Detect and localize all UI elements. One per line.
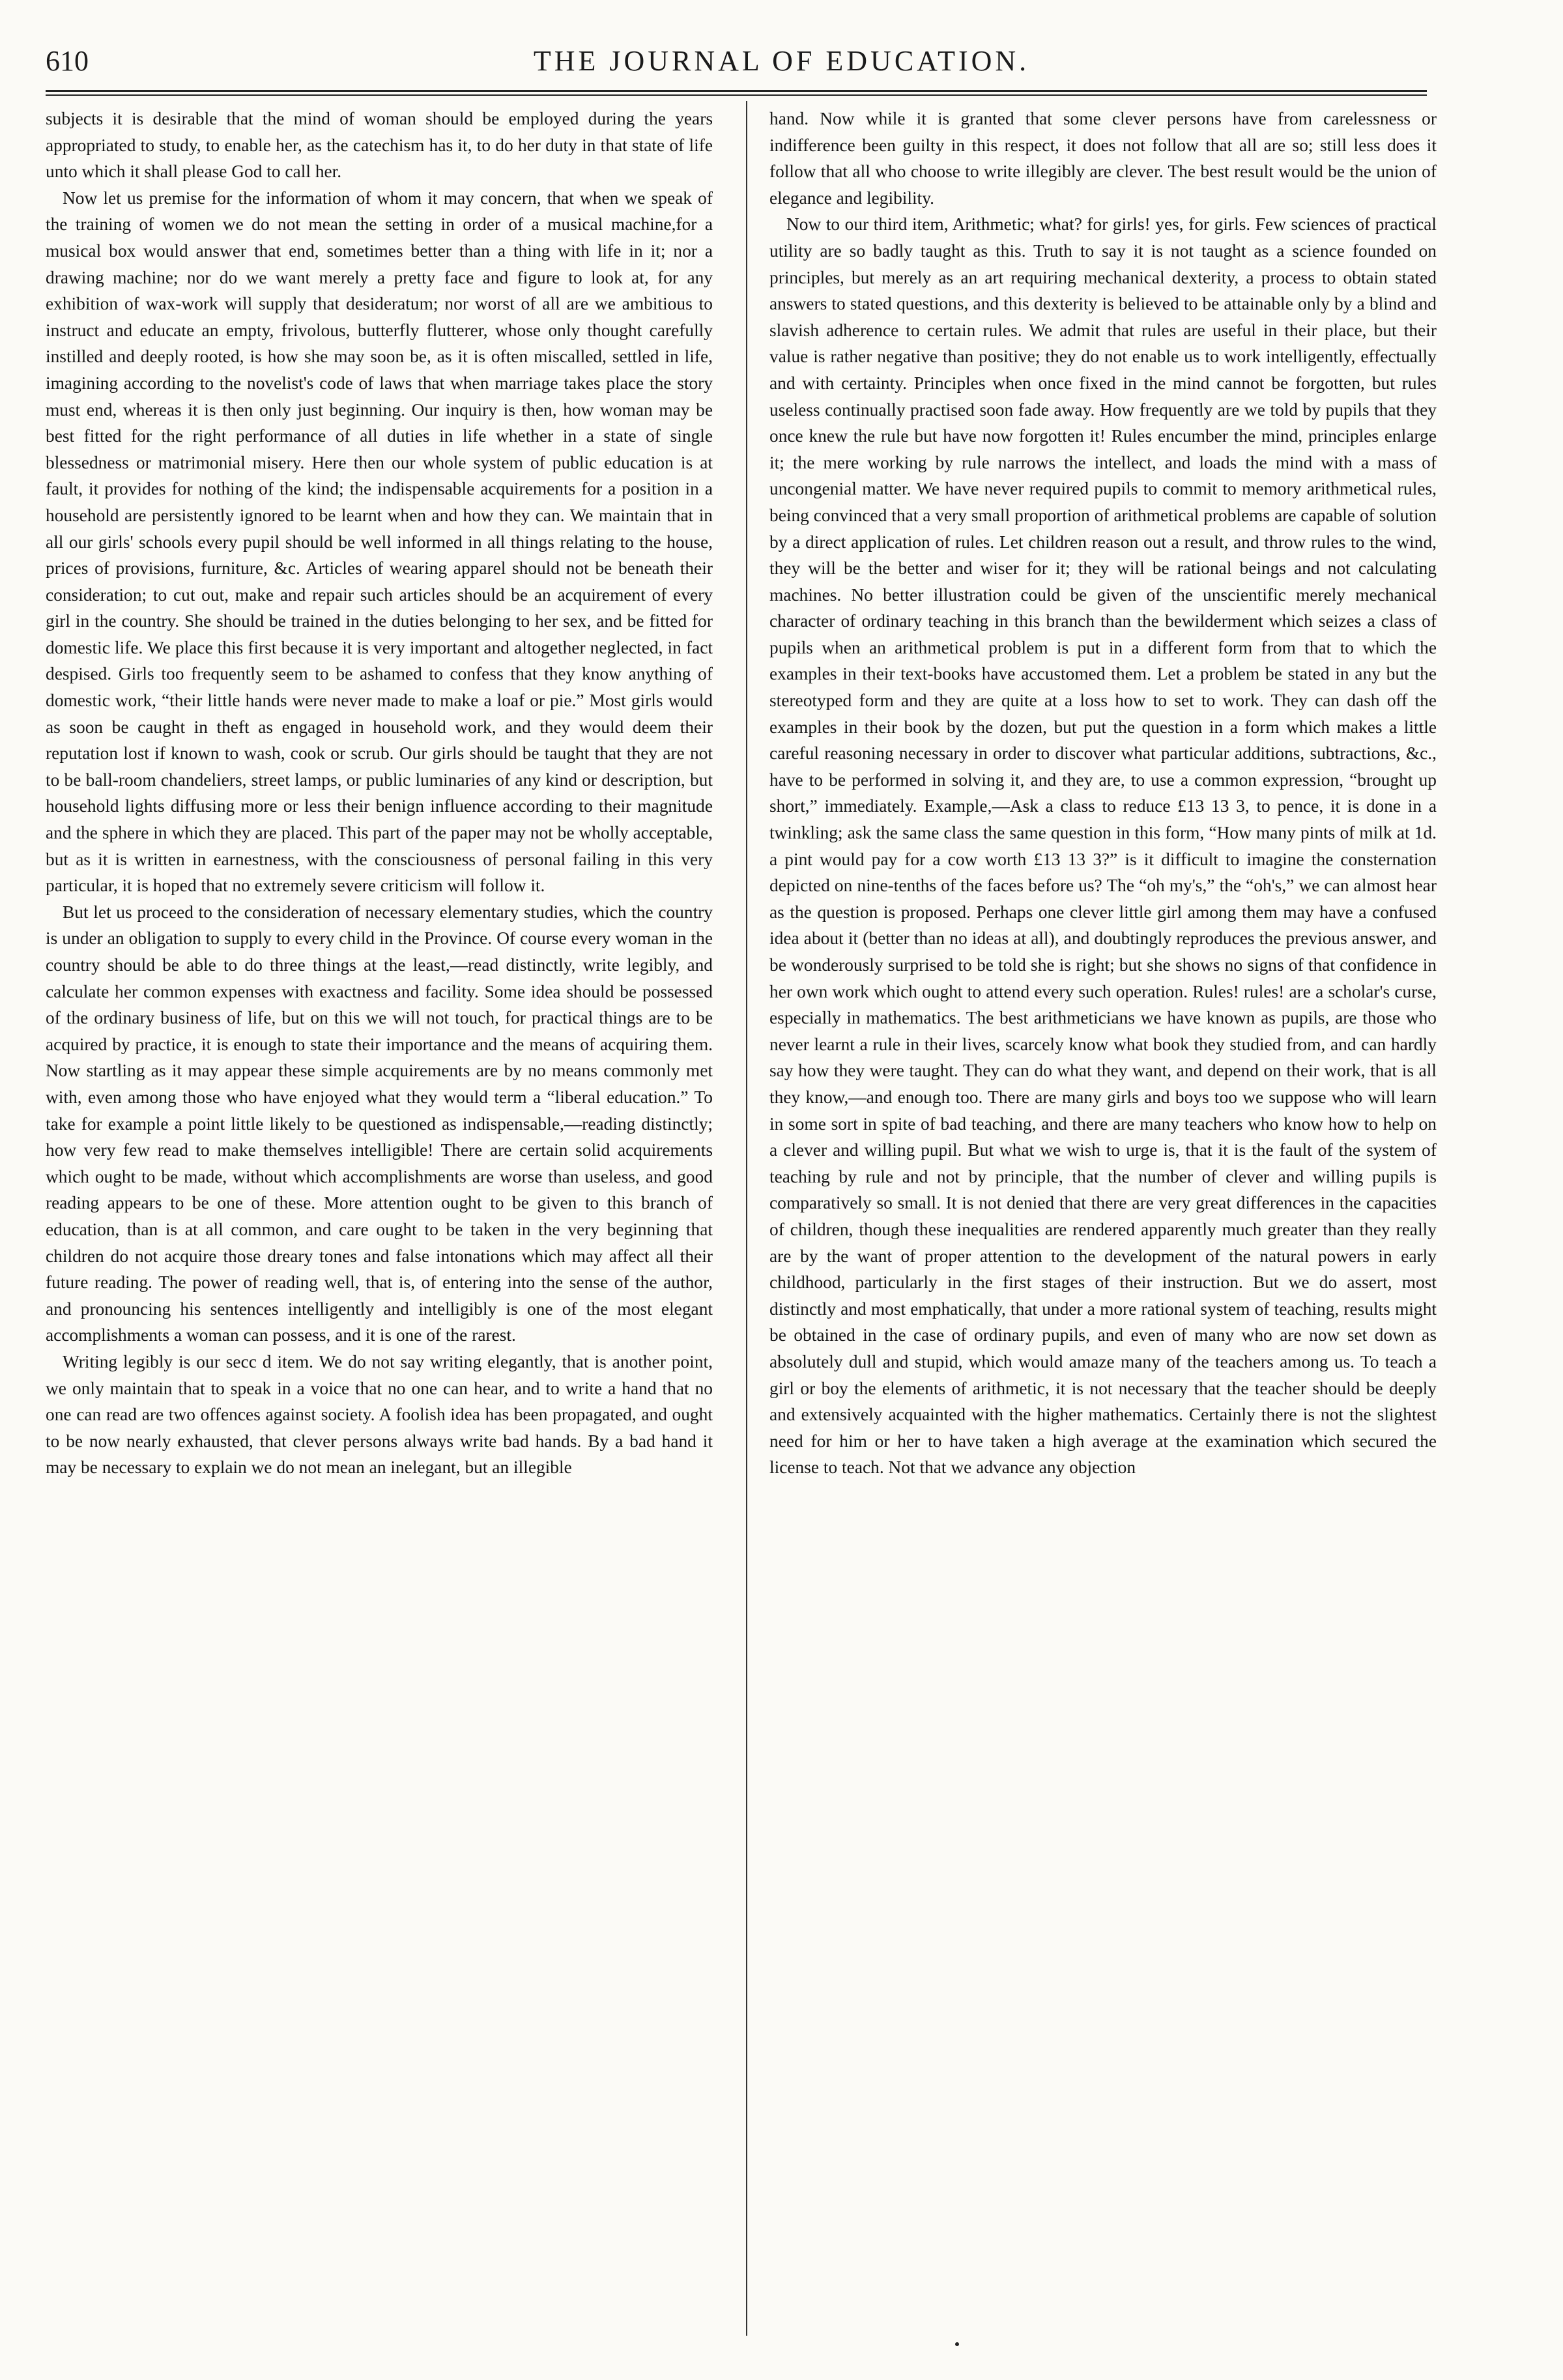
paragraph: Now let us premise for the information of whom it may concern, that when we speak of the training of women we do not mean the setting in order of a musical machine,for a musical box would answer that end, sometimes better than a thing with life in it; nor a drawing machine; nor do we want merely a pretty face and figure to look at, for any exhibition of wax-work will supply that desideratum; nor worst of all are we ambitious to instruct and educate an empty, frivolous, butterfly flutterer, whose only thought carefully instilled and deeply rooted, is how she may soon be, as it is often miscalled, settled in life, imagining according to the novelist's code of laws that when marriage takes place the story must end, whereas it is then only just beginning. Our inquiry is then, how woman may be best fitted for the right performance of all duties in life whether in a state of single blessedness or matrimonial misery. Here then our whole system of public education is at fault, it provides for nothing of the kind; the indispensable acquirements for a position in a household are persistently ignored to be learnt when and how they can. We maintain that in all our girls' schools every pupil should be well informed in all things relating to the house, prices of provisions, furniture, &c. Articles of wearing apparel should not be beneath their consideration; to cut out, make and repair such articles should be an acquirement of every girl in the country. She should be trained in the duties belonging to her sex, and be fitted for domestic life. We place this first because it is very important and altogether neglected, in fact despised. Girls too frequently seem to be ashamed to confess that they know anything of domestic work, “their little hands were never made to make a loaf or pie.” Most girls would as soon be caught in theft as engaged in household work, and they would deem their reputation lost if known to wash, cook or scrub. Our girls should be taught that they are not to be ball-room chandeliers, street lamps, or public luminaries of any kind or description, but household lights diffusing more or less their benign influence according to their magnitude and the sphere in which they are placed. This part of the paper may not be wholly acceptable, but as it is written in earnestness, with the consciousness of personal failing in this very particular, it is hoped that no extremely severe criticism will follow it. [46, 188, 713, 896]
left-column [46, 106, 713, 2334]
right-column [769, 106, 1437, 2334]
paragraph: But let us proceed to the consideration of necessary elementary studies, which the country is under an obligation to supply to every child in the Province. Of course every woman in the country should be able to do three things at the least,—read distinctly, write legibly, and calculate her common expenses with exactness and facility. Some idea should be possessed of the ordinary business of life, but on this we will not touch, for practical things are to be acquired by practice, it is enough to state their importance and the means of acquiring them. Now startling as it may appear these simple acquirements are by no means commonly met with, even among those who have enjoyed what they would term a “liberal education.” To take for example a point little likely to be questioned as indispensable,—reading distinctly; how very few read to make themselves intelligible! There are certain solid acquirements which ought to be made, without which accomplishments are worse than useless, and good reading appears to be one of these. More attention ought to be given to this branch of education, than is at all common, and care ought to be taken in the very beginning that children do not acquire those dreary tones and false intonations which may affect all their future reading. The power of reading well, that is, of entering into the sense of the author, and pronouncing his sentences intelligently and intelligibly is one of the most elegant accomplishments a woman can possess, and it is one of the rarest. [46, 902, 713, 1345]
ink-mark [955, 2342, 959, 2346]
page-number: 610 [46, 45, 89, 77]
paragraph: Writing legibly is our secc d item. We do not say writing elegantly, that is another point, we only maintain that to speak in a voice that no one can hear, and to write a hand that no one can read are two offences against society. A foolish idea has been propagated, and ought to be now nearly exhausted, that clever persons always write bad hands. By a bad hand it may be necessary to explain we do not mean an inelegant, but an illegible [46, 1351, 713, 1478]
paragraph: hand. Now while it is granted that some clever persons have from carelessness or indifference been guilty in this respect, it does not follow that all are so; still less does it follow that all who choose to write illegibly are clever. The best result would be the union of elegance and legibility. [769, 109, 1437, 208]
header-rule [46, 90, 1427, 92]
header-rule-thin [46, 94, 1427, 96]
column-divider [746, 101, 747, 2336]
paragraph: Now to our third item, Arithmetic; what? for girls! yes, for girls. Few sciences of practical utility are so badly taught as this. Truth to say it is not taught as a science founded on principles, but merely as an art requiring mechanical dexterity, a process to obtain stated answers to stated questions, and this dexterity is believed to be attainable only by a blind and slavish adherence to certain rules. We admit that rules are useful in their place, but their value is rather negative than positive; they do not enable us to work intelligently, effectually and with certainty. Principles when once fixed in the mind cannot be forgotten, but rules useless continually practised soon fade away. How frequently are we told by pupils that they once knew the rule but have now forgotten it! Rules encumber the mind, principles enlarge it; the mere working by rule narrows the intellect, and loads the mind with a mass of uncongenial matter. We have never required pupils to commit to memory arithmetical rules, being convinced that a very small proportion of arithmetical problems are capable of solution by a direct application of rules. Let children reason out a result, and throw rules to the wind, they will be the better and wiser for it; they will be rational beings and not calculating machines. No better illustration could be given of the unscientific merely mechanical character of ordinary teaching in this branch than the bewilderment which seizes a class of pupils when an arithmetical problem is put in a different form from that to which the examples in their text-books have accustomed them. Let a problem be stated in any but the stereotyped form and they are quite at a loss how to set to work. They can dash off the examples in their book by the dozen, but put the question in a form which makes a little careful reasoning necessary in order to discover what particular additions, subtractions, &c., have to be performed in solving it, and they are, to use a common expression, “brought up short,” immediately. Example,—Ask a class to reduce £13 13 3, to pence, it is done in a twinkling; ask the same class the same question in this form, “How many pints of milk at 1d. a pint would pay for a cow worth £13 13 3?” is it difficult to imagine the consternation depicted on nine-tenths of the faces before us? The “oh my's,” the “oh's,” we can almost hear as the question is proposed. Perhaps one clever little girl among them may have a confused idea about it (better than no ideas at all), and doubtingly reproduces the previous answer, and be wonderously surprised to be told she is right; but she shows no signs of that confidence in her own work which ought to attend every such operation. Rules! rules! are a scholar's curse, especially in mathematics. The best arithmeticians we have known as pupils, are those who never learnt a rule in their lives, scarcely know what book they studied from, and can hardly say how they were taught. They can do what they want, and depend on their work, that is all they know,—and enough too. There are many girls and boys too we suppose who will learn in some sort in spite of bad teaching, and there are many teachers who know how to help on a clever and willing pupil. But what we wish to urge is, that it is the fault of the system of teaching by rule and not by principle, that the number of clever and willing pupils is comparatively so small. It is not denied that there are very great differences in the capacities of children, though these inequalities are rendered apparently much greater than they really are by the want of proper attention to the development of the natural powers in early childhood, particularly in the first stages of their instruction. But we do assert, most distinctly and most emphatically, that under a more rational system of teaching, results might be obtained in the case of ordinary pupils, and even of many who are now set down as absolutely dull and stupid, which would amaze many of the teachers among us. To teach a girl or boy the elements of arithmetic, it is not necessary that the teacher should be deeply and extensively acquainted with the higher mathematics. Certainly there is not the slightest need for him or her to have taken a high average at the examination which secured the license to teach. Not that we advance any objection [769, 214, 1437, 1478]
running-title: THE JOURNAL OF EDUCATION. [533, 45, 1030, 77]
paragraph: subjects it is desirable that the mind of woman should be employed during the years appropriated to study, to enable her, as the catechism has it, to do her duty in that state of life unto which it shall please God to call her. [46, 109, 713, 182]
